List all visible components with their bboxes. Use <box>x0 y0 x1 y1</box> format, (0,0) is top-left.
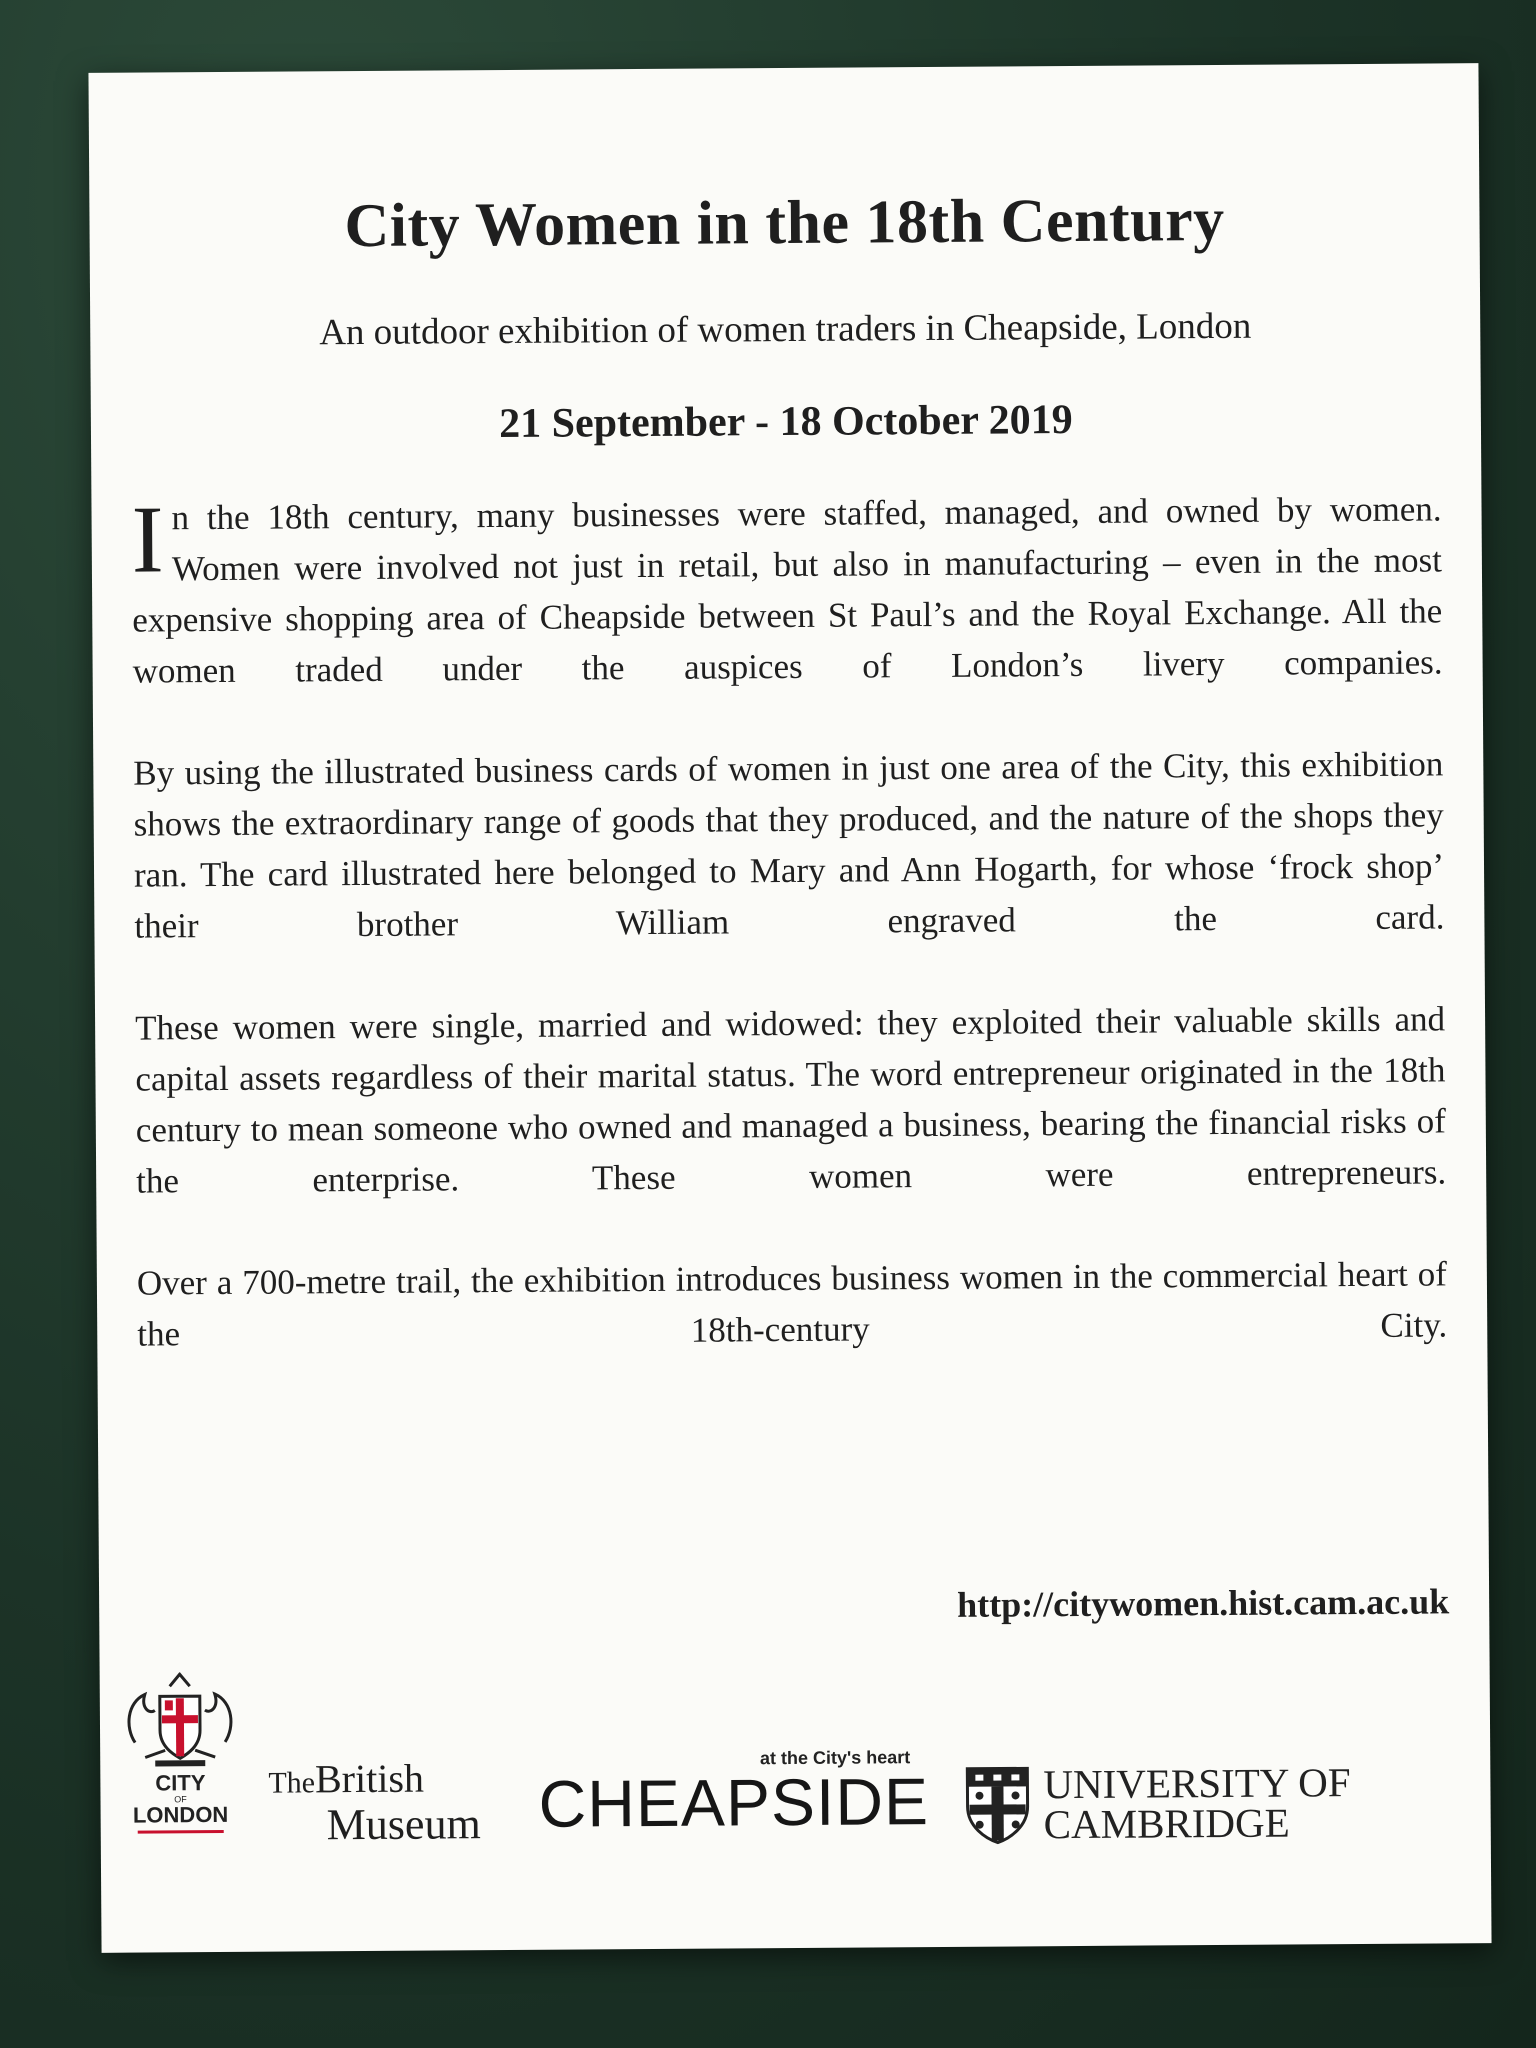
paragraph-trail: Over a 700-metre trail, the exhibition introduces business women in the commercial heart of the 18th-century City. <box>136 1254 1448 1354</box>
bm-the: The <box>268 1766 316 1800</box>
university-of-cambridge-logo <box>965 1759 1385 1848</box>
london-label: LONDON <box>132 1801 229 1828</box>
paragraph-business-cards: By using the illustrated business cards of women in just one area of the City, this exhibition shows the extraordinary range of goods that they produced, and the nature of the shops they ran. The card illustrated here belonged to Mary and Ann Hogarth, for whose ‘frock shop’ their brother William engraved the card. <box>133 744 1445 946</box>
paragraph-intro <box>131 483 1442 696</box>
flyer-body <box>131 483 1447 1410</box>
city-label: CITY <box>155 1770 206 1796</box>
of-label: OF <box>174 1794 187 1805</box>
flyer-title: City Women in the 18th Century <box>344 185 1225 261</box>
exhibition-dates: 21 September - 18 October 2019 <box>498 397 1073 448</box>
bm-museum: Museum <box>326 1799 481 1850</box>
cheapside-logo <box>538 1747 930 1841</box>
city-of-london-logo <box>110 1672 251 1834</box>
red-underline <box>138 1830 224 1834</box>
exhibition-flyer <box>88 63 1491 1953</box>
paragraph-entrepreneurs: These women were single, married and widowed: they exploited their valuable skills and capital assets regardless of their marital status. The word entrepreneur originated in the 18th century to mean someone who owned and managed a business, bearing the financial risks of the enterprise. These women were entrepreneurs. <box>134 999 1447 1201</box>
drop-cap: I <box>131 485 165 593</box>
website-url[interactable]: http://citywomen.hist.cam.ac.uk <box>957 1581 1450 1625</box>
cambridge-line2: CAMBRIDGE <box>1043 1799 1290 1848</box>
cheapside-name: CHEAPSIDE <box>538 1764 930 1841</box>
british-museum-logo <box>268 1755 499 1850</box>
city-crest-icon <box>115 1672 246 1773</box>
paragraph-intro-text: n the 18th century, many businesses were staffed, managed, and owned by women. Women were involved not just in retail, but also in manufacturing – even in the most expensive shopping area of Cheapside between St Paul’s and the Royal Exchange. All the women traded under the auspices of London’s livery companies. <box>132 489 1443 691</box>
sponsor-logos <box>100 1663 1491 1873</box>
cambridge-line1: UNIVERSITY OF <box>1043 1759 1351 1808</box>
cheapside-tagline: at the City's heart <box>759 1747 911 1769</box>
flyer-subtitle: An outdoor exhibition of women traders in Cheapside, London <box>319 305 1252 354</box>
cambridge-shield-icon <box>965 1766 1030 1844</box>
bm-british: British <box>314 1755 425 1802</box>
